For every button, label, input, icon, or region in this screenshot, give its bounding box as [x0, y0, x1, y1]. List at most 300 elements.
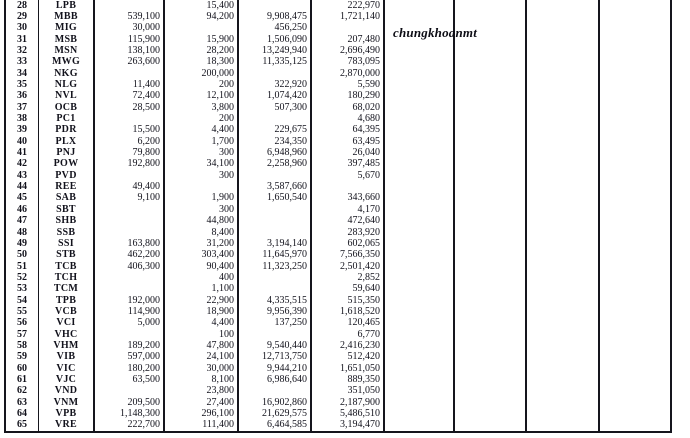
ticker-cell: MIG — [39, 23, 95, 34]
value-cell: 2,187,900 — [312, 397, 385, 408]
row-number-cell: 35 — [6, 79, 39, 90]
row-number-cell: 43 — [6, 170, 39, 181]
empty-cell — [385, 45, 455, 56]
empty-cell — [600, 181, 672, 192]
value-cell: 8,400 — [165, 227, 239, 238]
value-cell: 138,100 — [95, 45, 165, 56]
empty-cell — [527, 408, 600, 419]
empty-cell — [527, 136, 600, 147]
empty-cell — [600, 408, 672, 419]
empty-cell — [385, 215, 455, 226]
value-cell: 1,148,300 — [95, 408, 165, 419]
value-cell: 72,400 — [95, 91, 165, 102]
empty-cell — [527, 125, 600, 136]
empty-cell — [385, 125, 455, 136]
empty-cell — [527, 295, 600, 306]
empty-cell — [600, 295, 672, 306]
empty-cell — [455, 11, 527, 22]
empty-cell — [455, 272, 527, 283]
ticker-cell: STB — [39, 250, 95, 261]
empty-cell — [455, 397, 527, 408]
empty-cell — [455, 68, 527, 79]
row-number-cell: 44 — [6, 181, 39, 192]
empty-cell — [455, 329, 527, 340]
value-cell: 2,852 — [312, 272, 385, 283]
empty-cell — [385, 193, 455, 204]
value-cell — [239, 227, 312, 238]
empty-cell — [455, 238, 527, 249]
value-cell: 300 — [165, 170, 239, 181]
value-cell: 4,680 — [312, 113, 385, 124]
ticker-cell: NLG — [39, 79, 95, 90]
value-cell: 137,250 — [239, 318, 312, 329]
row-number-cell: 53 — [6, 284, 39, 295]
value-cell — [312, 23, 385, 34]
empty-cell — [600, 125, 672, 136]
value-cell: 222,970 — [312, 0, 385, 11]
empty-cell — [600, 386, 672, 397]
value-cell: 11,323,250 — [239, 261, 312, 272]
value-cell: 234,350 — [239, 136, 312, 147]
empty-cell — [527, 386, 600, 397]
value-cell: 12,713,750 — [239, 352, 312, 363]
value-cell: 222,700 — [95, 420, 165, 431]
value-cell — [239, 215, 312, 226]
value-cell: 597,000 — [95, 352, 165, 363]
empty-cell — [527, 261, 600, 272]
empty-cell — [527, 68, 600, 79]
row-number-cell: 48 — [6, 227, 39, 238]
value-cell — [95, 204, 165, 215]
value-cell: 462,200 — [95, 250, 165, 261]
empty-cell — [455, 215, 527, 226]
value-cell: 6,770 — [312, 329, 385, 340]
empty-cell — [385, 284, 455, 295]
ticker-cell: MSB — [39, 34, 95, 45]
empty-cell — [455, 170, 527, 181]
value-cell: 351,050 — [312, 386, 385, 397]
stock-table — [4, 0, 672, 433]
empty-cell — [385, 397, 455, 408]
value-cell: 209,500 — [95, 397, 165, 408]
empty-cell — [455, 420, 527, 431]
value-cell: 13,249,940 — [239, 45, 312, 56]
ticker-cell: SSB — [39, 227, 95, 238]
row-number-cell: 29 — [6, 11, 39, 22]
value-cell — [239, 113, 312, 124]
empty-cell — [455, 204, 527, 215]
value-cell: 3,194,470 — [312, 420, 385, 431]
ticker-cell: PNJ — [39, 147, 95, 158]
value-cell: 26,040 — [312, 147, 385, 158]
value-cell: 200 — [165, 113, 239, 124]
value-cell — [239, 284, 312, 295]
empty-cell — [527, 11, 600, 22]
value-cell: 889,350 — [312, 374, 385, 385]
value-cell: 49,400 — [95, 181, 165, 192]
empty-cell — [600, 57, 672, 68]
value-cell: 1,506,090 — [239, 34, 312, 45]
row-number-cell: 45 — [6, 193, 39, 204]
value-cell — [95, 68, 165, 79]
value-cell: 59,640 — [312, 284, 385, 295]
empty-cell — [455, 408, 527, 419]
row-number-cell: 37 — [6, 102, 39, 113]
empty-cell — [455, 0, 527, 11]
empty-cell — [527, 57, 600, 68]
empty-cell — [527, 306, 600, 317]
ticker-cell: PVD — [39, 170, 95, 181]
empty-cell — [600, 272, 672, 283]
value-cell: 2,870,000 — [312, 68, 385, 79]
value-cell: 30,000 — [95, 23, 165, 34]
empty-cell — [455, 159, 527, 170]
row-number-cell: 42 — [6, 159, 39, 170]
empty-cell — [600, 420, 672, 431]
empty-cell — [527, 170, 600, 181]
empty-cell — [455, 306, 527, 317]
value-cell: 28,500 — [95, 102, 165, 113]
ticker-cell: SAB — [39, 193, 95, 204]
ticker-cell: SHB — [39, 215, 95, 226]
ticker-cell: PC1 — [39, 113, 95, 124]
empty-cell — [385, 57, 455, 68]
ticker-cell: VHM — [39, 340, 95, 351]
empty-cell — [527, 318, 600, 329]
value-cell: 18,300 — [165, 57, 239, 68]
empty-cell — [600, 329, 672, 340]
empty-cell — [385, 91, 455, 102]
empty-cell — [455, 147, 527, 158]
value-cell: 63,495 — [312, 136, 385, 147]
empty-cell — [385, 329, 455, 340]
value-cell — [239, 272, 312, 283]
empty-cell — [455, 261, 527, 272]
empty-cell — [527, 79, 600, 90]
row-number-cell: 46 — [6, 204, 39, 215]
empty-cell — [385, 306, 455, 317]
empty-cell — [600, 374, 672, 385]
empty-cell — [600, 68, 672, 79]
empty-cell — [527, 340, 600, 351]
value-cell: 12,100 — [165, 91, 239, 102]
value-cell — [95, 227, 165, 238]
value-cell: 456,250 — [239, 23, 312, 34]
row-number-cell: 56 — [6, 318, 39, 329]
value-cell: 15,400 — [165, 0, 239, 11]
empty-cell — [527, 34, 600, 45]
empty-cell — [600, 227, 672, 238]
empty-cell — [385, 374, 455, 385]
empty-cell — [385, 238, 455, 249]
empty-cell — [385, 295, 455, 306]
value-cell: 7,566,350 — [312, 250, 385, 261]
value-cell: 1,650,540 — [239, 193, 312, 204]
value-cell: 1,074,420 — [239, 91, 312, 102]
value-cell: 63,500 — [95, 374, 165, 385]
value-cell: 9,540,440 — [239, 340, 312, 351]
empty-cell — [455, 386, 527, 397]
row-number-cell: 65 — [6, 420, 39, 431]
empty-cell — [600, 215, 672, 226]
row-number-cell: 58 — [6, 340, 39, 351]
value-cell: 343,660 — [312, 193, 385, 204]
ticker-cell: TCB — [39, 261, 95, 272]
value-cell: 6,986,640 — [239, 374, 312, 385]
value-cell: 3,194,140 — [239, 238, 312, 249]
value-cell: 5,670 — [312, 170, 385, 181]
value-cell: 1,700 — [165, 136, 239, 147]
ticker-cell: VCI — [39, 318, 95, 329]
empty-cell — [385, 386, 455, 397]
empty-cell — [600, 113, 672, 124]
row-number-cell: 55 — [6, 306, 39, 317]
value-cell: 515,350 — [312, 295, 385, 306]
empty-cell — [527, 181, 600, 192]
empty-cell — [385, 159, 455, 170]
value-cell: 400 — [165, 272, 239, 283]
value-cell: 9,908,475 — [239, 11, 312, 22]
row-number-cell: 32 — [6, 45, 39, 56]
ticker-cell: NKG — [39, 68, 95, 79]
empty-cell — [527, 329, 600, 340]
value-cell — [312, 181, 385, 192]
value-cell: 44,800 — [165, 215, 239, 226]
empty-cell — [385, 102, 455, 113]
value-cell: 300 — [165, 204, 239, 215]
empty-cell — [385, 352, 455, 363]
value-cell — [239, 329, 312, 340]
value-cell — [239, 0, 312, 11]
value-cell: 322,920 — [239, 79, 312, 90]
empty-cell — [600, 363, 672, 374]
row-number-cell: 60 — [6, 363, 39, 374]
empty-cell — [385, 250, 455, 261]
ticker-cell: VNM — [39, 397, 95, 408]
value-cell: 100 — [165, 329, 239, 340]
empty-cell — [600, 136, 672, 147]
value-cell — [95, 386, 165, 397]
empty-cell — [527, 374, 600, 385]
value-cell: 602,065 — [312, 238, 385, 249]
empty-cell — [385, 147, 455, 158]
empty-cell — [600, 397, 672, 408]
row-number-cell: 39 — [6, 125, 39, 136]
value-cell: 68,020 — [312, 102, 385, 113]
empty-cell — [455, 352, 527, 363]
value-cell: 5,590 — [312, 79, 385, 90]
empty-cell — [600, 11, 672, 22]
ticker-cell: VND — [39, 386, 95, 397]
empty-cell — [455, 363, 527, 374]
row-number-cell: 33 — [6, 57, 39, 68]
value-cell: 8,100 — [165, 374, 239, 385]
value-cell — [95, 113, 165, 124]
value-cell: 18,900 — [165, 306, 239, 317]
value-cell: 24,100 — [165, 352, 239, 363]
empty-cell — [385, 408, 455, 419]
empty-cell — [385, 0, 455, 11]
value-cell: 9,956,390 — [239, 306, 312, 317]
empty-cell — [455, 102, 527, 113]
empty-cell — [455, 193, 527, 204]
empty-cell — [600, 352, 672, 363]
ticker-cell: VJC — [39, 374, 95, 385]
value-cell: 79,800 — [95, 147, 165, 158]
value-cell: 207,480 — [312, 34, 385, 45]
value-cell: 6,948,960 — [239, 147, 312, 158]
value-cell: 783,095 — [312, 57, 385, 68]
ticker-cell: SBT — [39, 204, 95, 215]
ticker-cell: LPB — [39, 0, 95, 11]
value-cell: 22,900 — [165, 295, 239, 306]
row-number-cell: 28 — [6, 0, 39, 11]
empty-cell — [600, 193, 672, 204]
empty-cell — [527, 250, 600, 261]
ticker-cell: VCB — [39, 306, 95, 317]
value-cell: 200 — [165, 79, 239, 90]
value-cell: 4,400 — [165, 318, 239, 329]
row-number-cell: 40 — [6, 136, 39, 147]
empty-cell — [527, 204, 600, 215]
value-cell — [239, 68, 312, 79]
empty-cell — [527, 159, 600, 170]
row-number-cell: 54 — [6, 295, 39, 306]
value-cell: 34,100 — [165, 159, 239, 170]
row-number-cell: 49 — [6, 238, 39, 249]
value-cell: 283,920 — [312, 227, 385, 238]
empty-cell — [455, 57, 527, 68]
empty-cell — [527, 0, 600, 11]
empty-cell — [455, 181, 527, 192]
value-cell: 4,170 — [312, 204, 385, 215]
empty-cell — [600, 204, 672, 215]
empty-cell — [385, 318, 455, 329]
empty-cell — [385, 181, 455, 192]
ticker-cell: PDR — [39, 125, 95, 136]
value-cell: 300 — [165, 147, 239, 158]
value-cell: 1,900 — [165, 193, 239, 204]
value-cell: 114,900 — [95, 306, 165, 317]
value-cell: 507,300 — [239, 102, 312, 113]
empty-cell — [527, 45, 600, 56]
empty-cell — [527, 284, 600, 295]
value-cell — [95, 215, 165, 226]
value-cell: 27,400 — [165, 397, 239, 408]
empty-cell — [600, 91, 672, 102]
empty-cell — [600, 45, 672, 56]
empty-cell — [385, 340, 455, 351]
empty-cell — [455, 227, 527, 238]
value-cell: 90,400 — [165, 261, 239, 272]
value-cell: 189,200 — [95, 340, 165, 351]
value-cell: 263,600 — [95, 57, 165, 68]
empty-cell — [527, 272, 600, 283]
value-cell: 2,258,960 — [239, 159, 312, 170]
value-cell — [95, 170, 165, 181]
row-number-cell: 59 — [6, 352, 39, 363]
value-cell — [239, 386, 312, 397]
ticker-cell: MSN — [39, 45, 95, 56]
value-cell: 15,900 — [165, 34, 239, 45]
value-cell: 9,944,210 — [239, 363, 312, 374]
value-cell: 94,200 — [165, 11, 239, 22]
ticker-cell: TPB — [39, 295, 95, 306]
value-cell: 2,696,490 — [312, 45, 385, 56]
row-number-cell: 31 — [6, 34, 39, 45]
row-number-cell: 63 — [6, 397, 39, 408]
ticker-cell: VRE — [39, 420, 95, 431]
value-cell: 1,618,520 — [312, 306, 385, 317]
empty-cell — [455, 374, 527, 385]
empty-cell — [600, 159, 672, 170]
empty-cell — [385, 79, 455, 90]
value-cell: 303,400 — [165, 250, 239, 261]
empty-cell — [385, 204, 455, 215]
value-cell: 4,335,515 — [239, 295, 312, 306]
empty-cell — [385, 170, 455, 181]
empty-cell — [455, 136, 527, 147]
value-cell: 3,587,660 — [239, 181, 312, 192]
empty-cell — [527, 113, 600, 124]
empty-cell — [385, 363, 455, 374]
value-cell — [239, 204, 312, 215]
ticker-cell: NVL — [39, 91, 95, 102]
row-number-cell: 51 — [6, 261, 39, 272]
empty-cell — [385, 227, 455, 238]
empty-cell — [527, 102, 600, 113]
row-number-cell: 34 — [6, 68, 39, 79]
empty-cell — [385, 420, 455, 431]
row-number-cell: 64 — [6, 408, 39, 419]
empty-cell — [527, 193, 600, 204]
value-cell: 163,800 — [95, 238, 165, 249]
ticker-cell: VPB — [39, 408, 95, 419]
value-cell: 180,290 — [312, 91, 385, 102]
value-cell: 6,200 — [95, 136, 165, 147]
row-number-cell: 38 — [6, 113, 39, 124]
value-cell: 2,501,420 — [312, 261, 385, 272]
value-cell: 28,200 — [165, 45, 239, 56]
value-cell: 539,100 — [95, 11, 165, 22]
value-cell: 5,000 — [95, 318, 165, 329]
value-cell — [95, 329, 165, 340]
empty-cell — [455, 340, 527, 351]
empty-cell — [527, 397, 600, 408]
value-cell: 111,400 — [165, 420, 239, 431]
empty-cell — [527, 420, 600, 431]
value-cell: 64,395 — [312, 125, 385, 136]
value-cell — [95, 272, 165, 283]
empty-cell — [600, 34, 672, 45]
empty-cell — [527, 147, 600, 158]
empty-cell — [455, 250, 527, 261]
value-cell — [95, 0, 165, 11]
value-cell: 229,675 — [239, 125, 312, 136]
empty-cell — [455, 113, 527, 124]
value-cell: 512,420 — [312, 352, 385, 363]
value-cell: 30,000 — [165, 363, 239, 374]
value-cell: 47,800 — [165, 340, 239, 351]
ticker-cell: PLX — [39, 136, 95, 147]
value-cell: 115,900 — [95, 34, 165, 45]
empty-cell — [455, 318, 527, 329]
value-cell — [95, 284, 165, 295]
empty-cell — [600, 170, 672, 181]
empty-cell — [527, 23, 600, 34]
empty-cell — [527, 215, 600, 226]
ticker-cell: MBB — [39, 11, 95, 22]
